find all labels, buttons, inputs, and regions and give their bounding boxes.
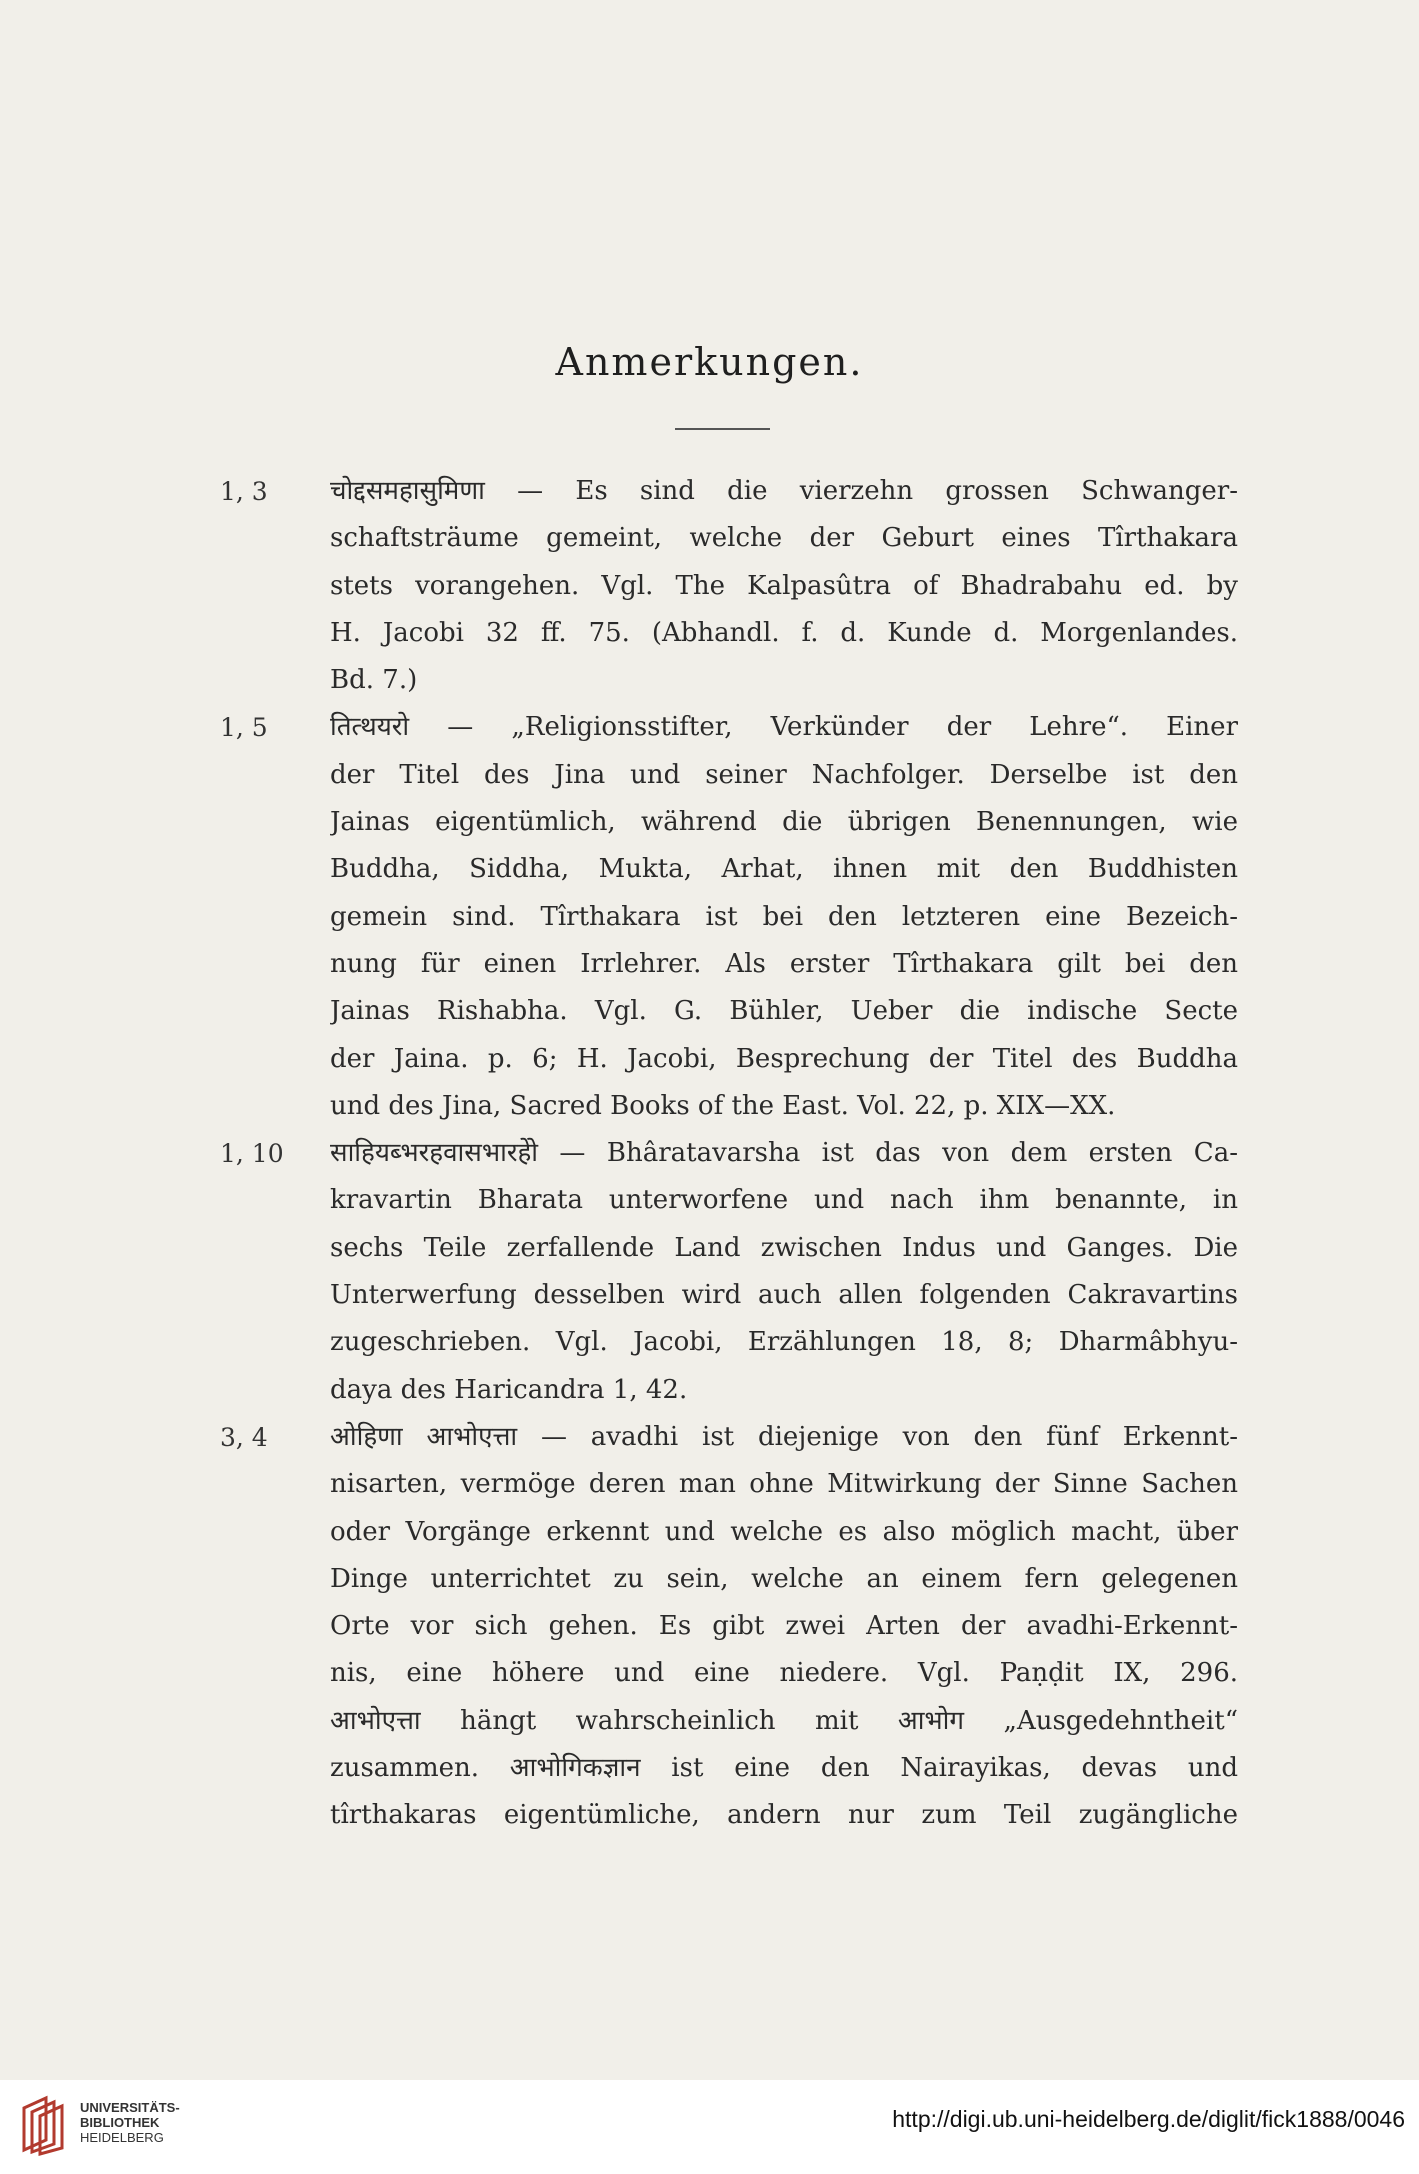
note-body xyxy=(330,1414,1238,1840)
page-title: Anmerkungen. xyxy=(555,340,864,384)
library-name-line: BIBLIOTHEK xyxy=(80,2115,160,2130)
note-body xyxy=(330,704,1238,1130)
text-line: साहियब्भरहवासभारहेो — Bhâratavarsha ist das von dem ersten Ca- xyxy=(330,1138,1238,1169)
text-line: Orte vor sich gehen. Es gibt zwei Arten der avadhi-Erkennt- xyxy=(330,1611,1238,1642)
note-reference: 1, 3 xyxy=(220,477,268,506)
text-line: zusammen. आभोगिकज्ञान ist eine den Nairayikas, devas und xyxy=(330,1753,1238,1784)
text-line: schaftsträume gemeint, welche der Geburt eines Tîrthakara xyxy=(330,523,1238,554)
text-line: und des Jina, Sacred Books of the East. Vol. 22, p. XIX—XX. xyxy=(330,1090,1116,1121)
text-line: kravartin Bharata unterworfene und nach ihm benannte, in xyxy=(330,1185,1238,1216)
note-reference: 3, 4 xyxy=(220,1422,268,1452)
text-line: H. Jacobi 32 ff. 75. (Abhandl. f. d. Kunde d. Morgenlandes. xyxy=(330,617,1238,648)
text-line: tîrthakaras eigentümliche, andern nur zum Teil zugängliche xyxy=(330,1800,1238,1831)
text-line: Buddha, Siddha, Mukta, Arhat, ihnen mit den Buddhisten xyxy=(330,854,1238,885)
note-item xyxy=(220,1414,1238,1840)
note-body xyxy=(330,1130,1238,1414)
text-line: nisarten, vermöge deren man ohne Mitwirkung der Sinne Sachen xyxy=(330,1469,1238,1500)
text-line: Bd. 7.) xyxy=(330,665,418,696)
text-line: gemein sind. Tîrthakara ist bei den letzteren eine Bezeich- xyxy=(330,901,1238,932)
note-reference: 1, 10 xyxy=(220,1139,284,1169)
text-line: Dinge unterrichtet zu sein, welche an einem fern gelegenen xyxy=(330,1563,1238,1594)
note-item xyxy=(220,704,1238,1130)
library-name-line: HEIDELBERG xyxy=(80,2130,164,2145)
note-body xyxy=(330,468,1238,704)
notes-list xyxy=(220,468,1238,1840)
viewer-footer xyxy=(0,2080,1419,2174)
library-name xyxy=(80,2100,180,2145)
text-line: daya des Haricandra 1, 42. xyxy=(330,1374,688,1405)
text-line: Jainas eigentümlich, während die übrigen Benennungen, wie xyxy=(330,807,1238,838)
text-line: Jainas Rishabha. Vgl. G. Bühler, Ueber die indische Secte xyxy=(330,996,1238,1027)
text-line: zugeschrieben. Vgl. Jacobi, Erzählungen 18, 8; Dharmâbhyu- xyxy=(330,1327,1238,1358)
text-line: der Titel des Jina und seiner Nachfolger. Derselbe ist den xyxy=(330,759,1238,790)
text-line: चोद्दसमहासुमिणा — Es sind die vierzehn grossen Schwanger- xyxy=(330,476,1238,506)
note-reference: 1, 5 xyxy=(220,713,268,743)
text-line: sechs Teile zerfallende Land zwischen Indus und Ganges. Die xyxy=(330,1232,1238,1263)
text-line: oder Vorgänge erkennt und welche es also möglich macht, über xyxy=(330,1516,1238,1547)
text-line: stets vorangehen. Vgl. The Kalpasûtra of Bhadrabahu ed. by xyxy=(330,570,1238,601)
library-logo-icon xyxy=(16,2094,68,2156)
library-name-line: UNIVERSITÄTS- xyxy=(80,2100,180,2115)
text-line: आभोएत्ता hängt wahrscheinlich mit आभोग „Ausgedehntheit“ xyxy=(330,1705,1238,1736)
text-line: ओहिणा आभोएत्ता — avadhi ist diejenige von den fünf Erkennt- xyxy=(330,1421,1238,1452)
text-line: Unterwerfung desselben wird auch allen folgenden Cakravartins xyxy=(330,1280,1238,1311)
note-item xyxy=(220,468,1238,704)
text-line: nung für einen Irrlehrer. Als erster Tîrthakara gilt bei den xyxy=(330,948,1238,979)
text-line: nis, eine höhere und eine niedere. Vgl. Paṇḍit IX, 296. xyxy=(330,1658,1238,1689)
text-line: तित्थयरो — „Religionsstifter, Verkünder der Lehre“. Einer xyxy=(330,712,1238,743)
title-divider xyxy=(675,428,770,430)
note-item xyxy=(220,1130,1238,1414)
page-url-link[interactable]: http://digi.ub.uni-heidelberg.de/diglit/fick1888/0046 xyxy=(892,2106,1405,2132)
text-line: der Jaina. p. 6; H. Jacobi, Besprechung der Titel des Buddha xyxy=(330,1043,1238,1074)
